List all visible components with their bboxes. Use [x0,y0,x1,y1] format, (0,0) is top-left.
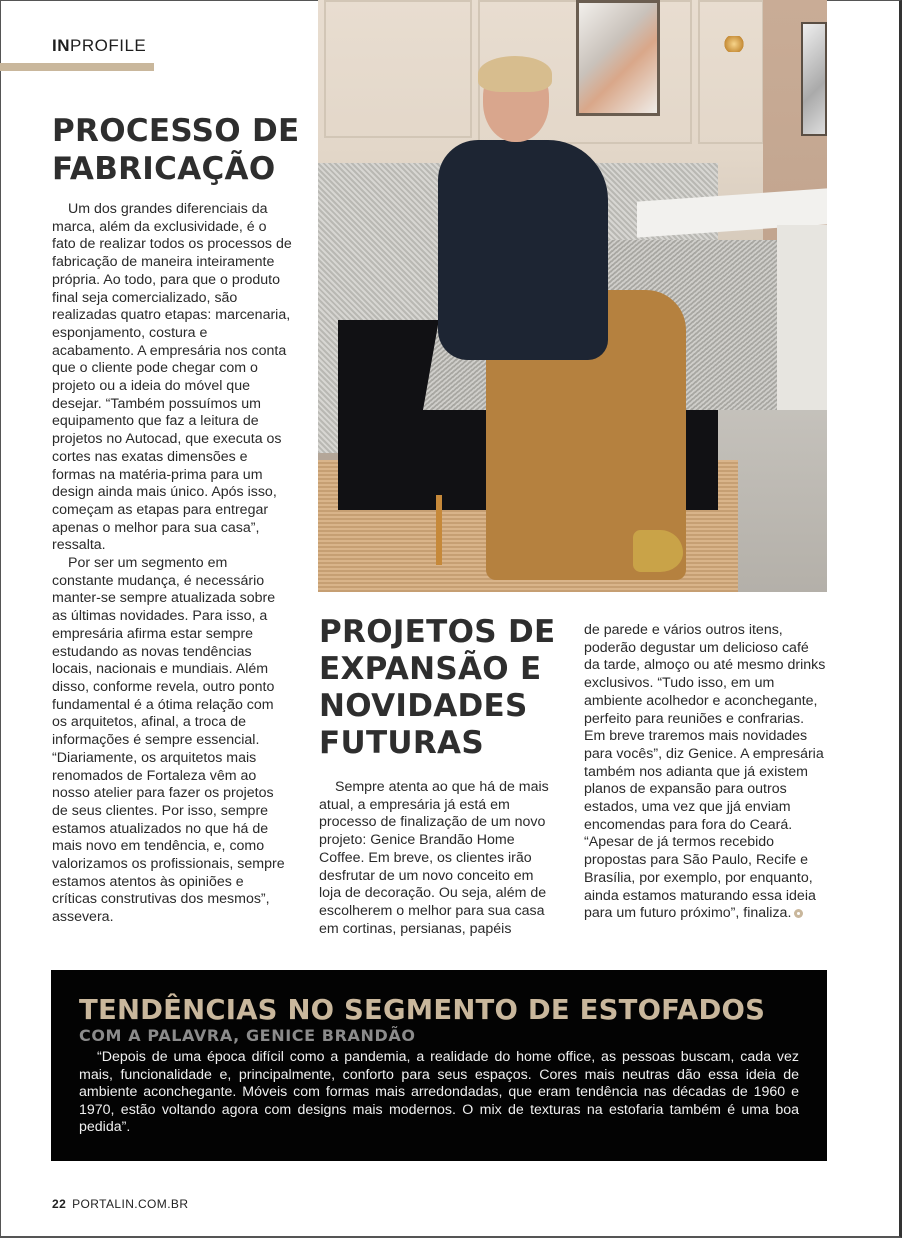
end-of-article-icon [794,909,803,918]
wall-molding [324,0,472,138]
callout-quote: “Depois de uma época difícil como a pandemia, a realidade do home office, as pessoas buscam, cada vez mais, funcionalidade e, principalmente, conforto para seus espaços. Cores mais neutras dão essa ideia de ambiente aconchegante. Móveis com formas mais arredondadas, que eram tendência nas décadas de 1960 e 1970, estão voltando agora com designs mais modernos. O mix de texturas na estofaria também é uma boa pedida”. [79,1049,799,1136]
article-column-left [52,201,292,927]
paragraph: Um dos grandes diferenciais da marca, além da exclusividade, é o fato de realizar todos os processos de fabricação de maneira inteiramente própria. Ao todo, para que o produto final seja comercializado, são realizadas quatro etapas: marcenaria, esponjamento, costura e acabamento. A empresária nos conta que o cliente pode chegar com o projeto ou a ideia do móvel que desejar. “Também possuímos um equipamento que faz a leitura de projetos no Autocad, que executa os cortes nas exatas dimensões e formas na matéria-prima para um design ainda mais único. Após isso, começam as etapas para entregar apenas o melhor para sua casa”, ressalta. [52,201,292,554]
person-shoe [633,530,683,572]
wall-sconce [723,36,745,52]
headline-line: FUTURAS [319,725,484,761]
paragraph: de parede e vários outros itens, poderão degustar um delicioso café da tarde, almoço ou até mesmo drinks exclusivos. “Tudo isso, em um ambiente acolhedor e aconchegante, perfeito para reuniões e confrarias. Em breve traremos mais novidades para vocês”, diz Genice. A empresária também nos adianta que já existem planos de expansão para outros estados, uma vez que jjá enviam encomendas para fora do Ceará. “Apesar de já termos recebido propostas para São Paulo, Recife e Brasília, por exemplo, por enquanto, ainda estamos maturando essa ideia para um futuro próximo”, finaliza. [584,622,826,922]
page-number: 22 [52,1197,67,1211]
headline-line: PROCESSO DE [52,113,300,149]
headline-projetos-expansao [319,614,579,762]
wall-molding [698,0,764,144]
portrait-photo [318,0,827,592]
paragraph: Sempre atenta ao que há de mais atual, a empresária já está em processo de finalização de um novo projeto: Genice Brandão Home Coffee. Em breve, os clientes irão desfrutar de um novo conceito em loja de decoração. Ou seja, além de escolherem o melhor para sua casa em cortinas, persianas, papéis [319,779,549,937]
section-tag-light: PROFILE [70,36,147,55]
callout-title: TENDÊNCIAS NO SEGMENTO DE ESTOFADOS [79,994,766,1026]
sofa-leg [436,495,442,565]
callout-subtitle: COM A PALAVRA, GENICE BRANDÃO [79,1026,416,1045]
paragraph: Por ser um segmento em constante mudança, é necessário manter-se sempre atualizada sobre as últimas novidades. Para isso, a empresária afirma estar sempre estudando as novas tendências locais, nacionais e mundiais. Além disso, conforme revela, outro ponto fundamental é a ótima relação com os arquitetos, afinal, a troca de informações é sempre essencial. “Diariamente, os arquitetos mais renomados de Fortaleza vêm ao nosso atelier para fazer os projetos de seus clientes. Por isso, sempre estamos atualizados no que há de mais novo em tendência, e, como valorizamos os profissionais, sempre estamos atentos às opiniões e críticas construtivas dos mesmos”, assevera. [52,555,285,926]
site-url: PORTALIN.COM.BR [72,1197,189,1211]
headline-line: FABRICAÇÃO [52,151,276,187]
person-blazer [438,140,608,360]
headline-line: NOVIDADES [319,688,528,724]
section-accent-bar [0,63,154,71]
framed-artwork [801,22,827,136]
page-footer [52,1197,188,1211]
paragraph-with-endmark [584,622,826,923]
table-leg [777,225,827,410]
person-hair [478,56,552,92]
section-tag [52,36,146,56]
headline-line: EXPANSÃO E [319,651,542,687]
article-column-right [584,622,826,923]
section-tag-bold: IN [52,36,70,55]
headline-processo-fabricacao [52,112,312,188]
article-column-middle [319,779,549,938]
headline-line: PROJETOS DE [319,614,556,650]
trends-callout-box [51,970,827,1161]
framed-artwork [576,0,660,116]
